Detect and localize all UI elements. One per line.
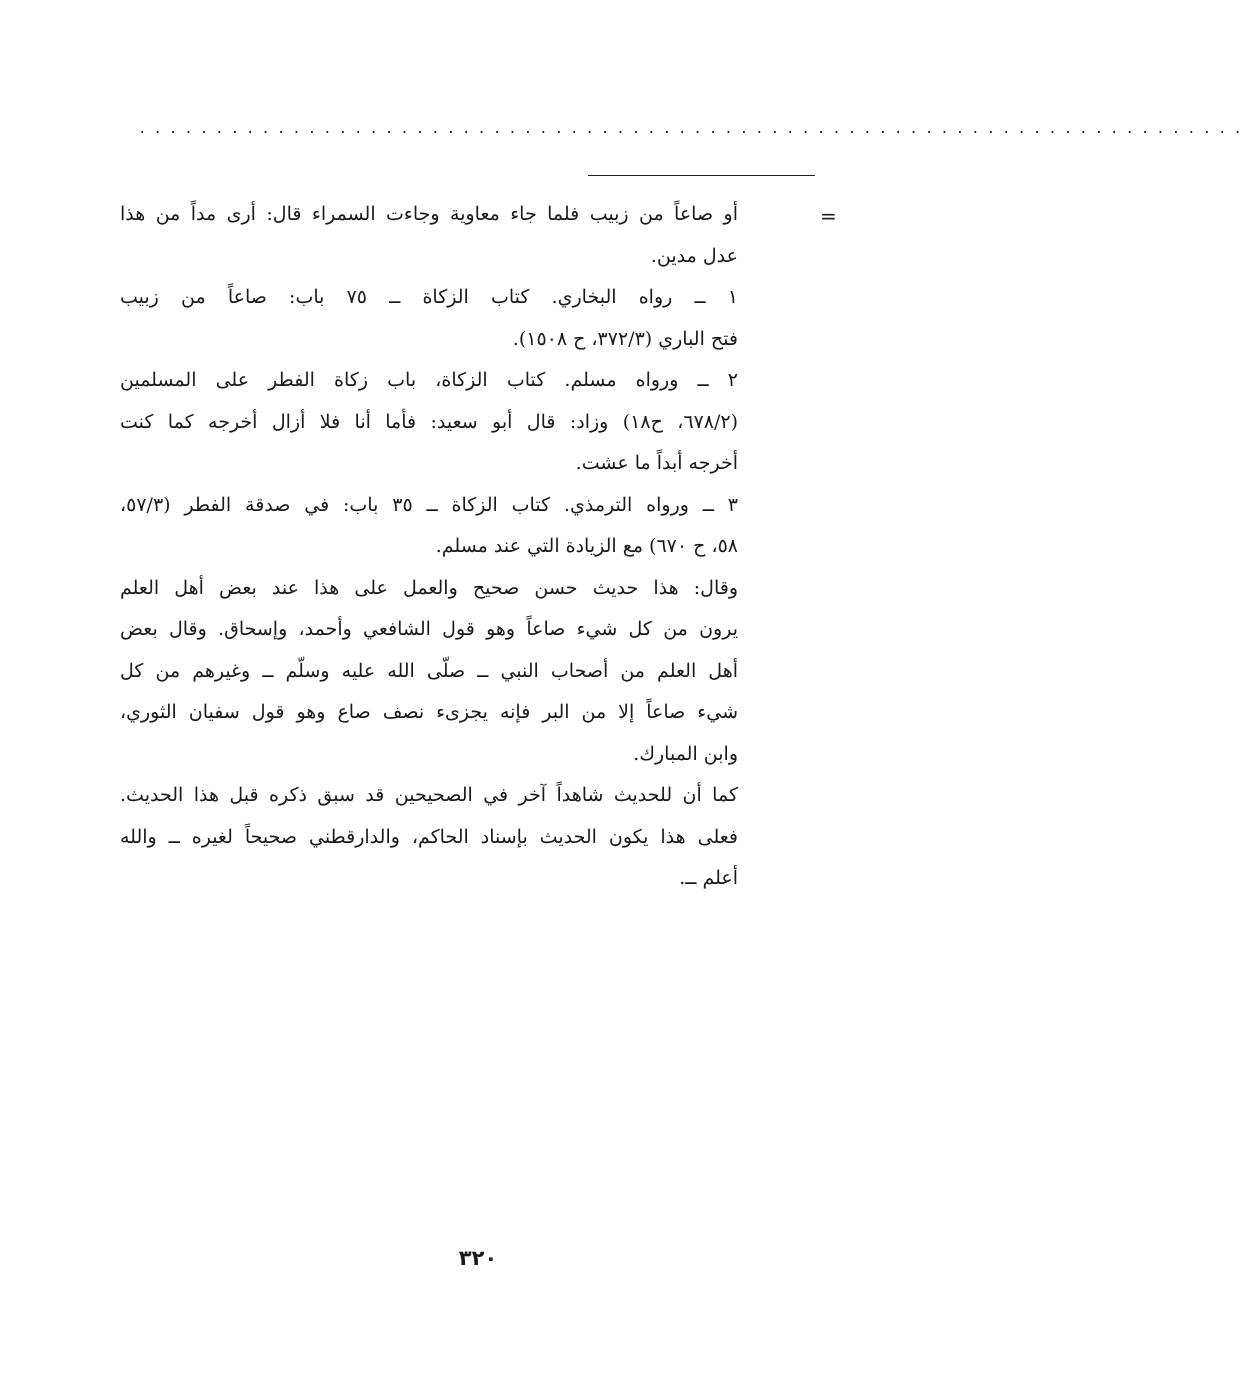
footnote-line: أهل العلم من أصحاب النبي ــ صلّى الله عليه وسلّم ــ وغيرهم من كل: [120, 659, 738, 682]
footnote-line: وقال: هذا حديث حسن صحيح والعمل على هذا عند بعض أهل العلم: [120, 576, 738, 599]
footnote-line: أو صاعاً من زبيب فلما جاء معاوية وجاءت السمراء قال: أرى مداً من هذا: [120, 203, 738, 225]
footnote-line: عدل مدين.: [650, 244, 738, 267]
footnote-line: وابن المبارك.: [633, 742, 738, 765]
footnote-line: (٦٧٨/٢، ح١٨) وزاد: قال أبو سعيد: فأما أنا فلا أزال أخرجه كما كنت: [120, 410, 739, 433]
footnote-line: ٣ ــ ورواه الترمذي. كتاب الزكاة ــ ٣٥ باب: في صدقة الفطر (٥٧/٣،: [120, 493, 738, 516]
footnote-line: أعلم ــ.: [679, 867, 738, 889]
footnote-line: ٥٨، ح ٦٧٠) مع الزيادة التي عند مسلم.: [435, 535, 738, 557]
footnote-line: أخرجه أبداً ما عشت.: [575, 452, 738, 474]
footnote-line: فتح الباري (٣٧٢/٣، ح ١٥٠٨).: [512, 327, 738, 350]
continuation-mark: =: [820, 204, 837, 228]
footnote-line: ١ ــ رواه البخاري. كتاب الزكاة ــ ٧٥ باب: صاعاً من زبيب: [120, 286, 738, 308]
footnote-line: فعلى هذا يكون الحديث بإسناد الحاكم، والدارقطني صحيحاً لغيره ــ والله: [120, 825, 738, 848]
footnotes-block: [120, 194, 738, 900]
page-number: ٣٢٠: [458, 1246, 498, 1270]
footnote-line: كما أن للحديث شاهداً آخر في الصحيحين قد سبق ذكره قبل هذا الحديث.: [120, 784, 738, 806]
footnote-rule: [588, 175, 815, 176]
footnote-line: شيء صاعاً إلا من البر فإنه يجزىء نصف صاع وهو قول سفيان الثوري،: [120, 701, 738, 723]
dotted-separator: ........................................................................: [138, 121, 1249, 137]
footnote-line: يرون من كل شيء صاعاً وهو قول الشافعي وأحمد، وإسحاق. وقال بعض: [120, 618, 738, 640]
footnote-line: ٢ ــ ورواه مسلم. كتاب الزكاة، باب زكاة الفطر على المسلمين: [120, 369, 738, 391]
